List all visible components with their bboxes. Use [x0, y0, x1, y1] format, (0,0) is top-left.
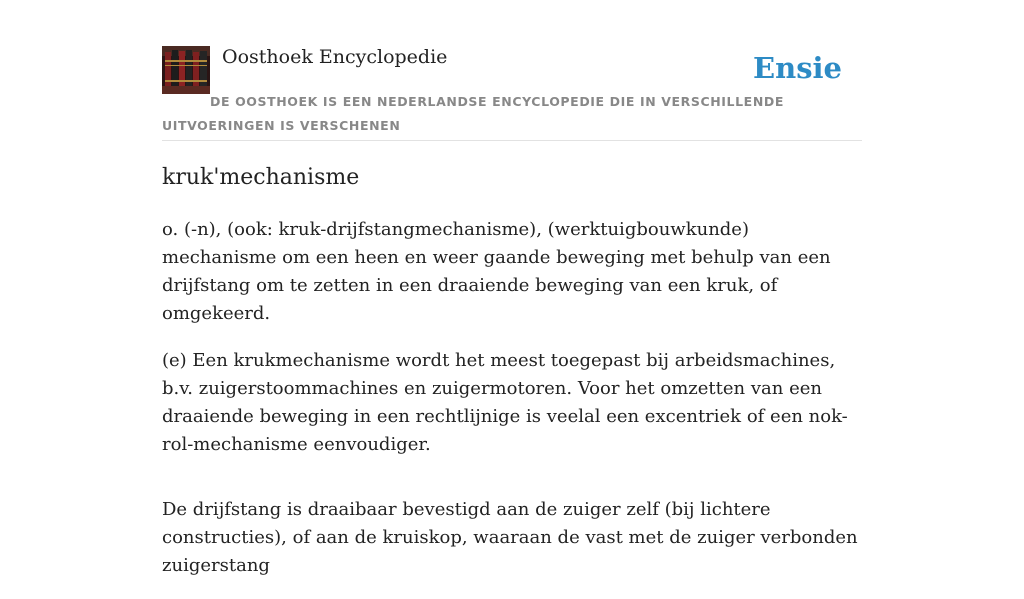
- source-header: [162, 46, 862, 141]
- article-body: [162, 216, 866, 599]
- avatar[interactable]: [162, 46, 210, 94]
- brand-logo-link[interactable]: Ensie: [753, 51, 842, 85]
- page-title: kruk'mechanisme: [162, 165, 360, 190]
- definition-paragraph: o. (-n), (ook: kruk-drijfstangmechanisme), (werktuigbouwkunde) mechanisme om een heen en weer gaande beweging met behulp van een drijfstang om te zetten in een draaiende beweging van een kruk, of omgekeerd.: [162, 219, 831, 324]
- article-paragraph: (e) Een krukmechanisme wordt het meest toegepast bij arbeidsmachines, b.v. zuigerstoommachines en zuigermotoren. Voor het omzetten van een draaiende beweging in een rechtlijnige is veelal een excentriek of een nok-rol-mechanisme eenvoudiger.: [162, 350, 848, 455]
- article-paragraph: De drijfstang is draaibaar bevestigd aan de zuiger zelf (bij lichtere constructies), of aan de kruiskop, waaraan de vast met de zuiger verbonden zuigerstang: [162, 499, 858, 576]
- source-name[interactable]: Oosthoek Encyclopedie: [222, 46, 448, 68]
- book-spines-avatar-icon: [162, 46, 210, 94]
- source-tagline: DE OOSTHOEK IS EEN NEDERLANDSE ENCYCLOPEDIE DIE IN VERSCHILLENDE UITVOERINGEN IS VERSCHENEN: [162, 94, 784, 133]
